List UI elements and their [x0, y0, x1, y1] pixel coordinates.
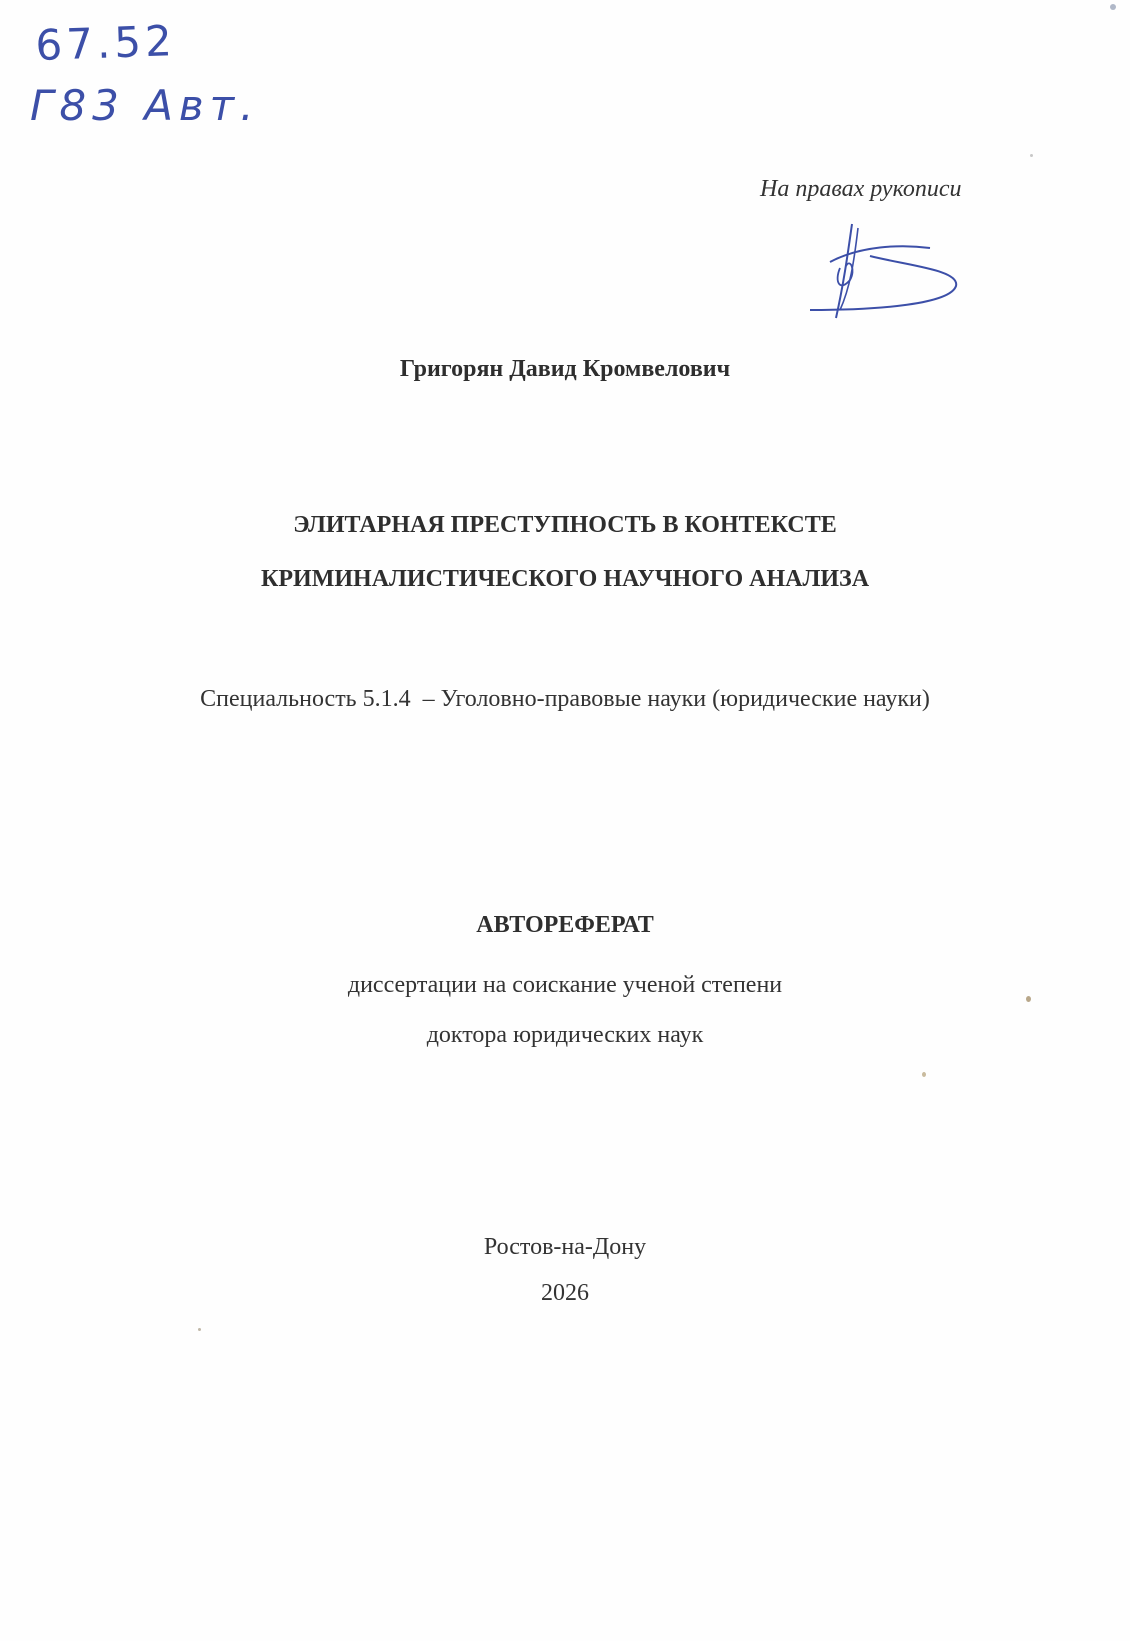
document-type: АВТОРЕФЕРАТ: [476, 912, 654, 938]
handwritten-code-line1: 67.52: [34, 16, 177, 70]
degree-line-1: диссертации на соискание ученой степени: [347, 972, 783, 998]
publication-city: Ростов-на-Дону: [483, 1234, 647, 1260]
publication-year: 2026: [541, 1280, 589, 1306]
handwritten-code-line2: Г83 Авт.: [30, 81, 260, 130]
degree-line-2: доктора юридических наук: [426, 1022, 704, 1048]
dissertation-title: [0, 498, 1130, 606]
title-line-2: КРИМИНАЛИСТИЧЕСКОГО НАУЧНОГО АНАЛИЗА: [260, 566, 870, 592]
rights-note: На правах рукописи: [760, 176, 962, 202]
paper-speck: [922, 1072, 926, 1077]
handwritten-library-code: [22, 8, 282, 138]
author-signature: [810, 222, 970, 332]
paper-speck: [1026, 996, 1031, 1002]
degree-description: [0, 960, 1130, 1060]
specialty-line: Специальность 5.1.4 – Уголовно-правовые науки (юридические науки): [200, 686, 930, 712]
title-line-1: ЭЛИТАРНАЯ ПРЕСТУПНОСТЬ В КОНТЕКСТЕ: [293, 512, 837, 538]
paper-speck: [1030, 154, 1033, 157]
author-name: Григорян Давид Кромвелович: [399, 356, 731, 382]
paper-speck: [198, 1328, 201, 1331]
paper-speck: [1110, 4, 1116, 10]
